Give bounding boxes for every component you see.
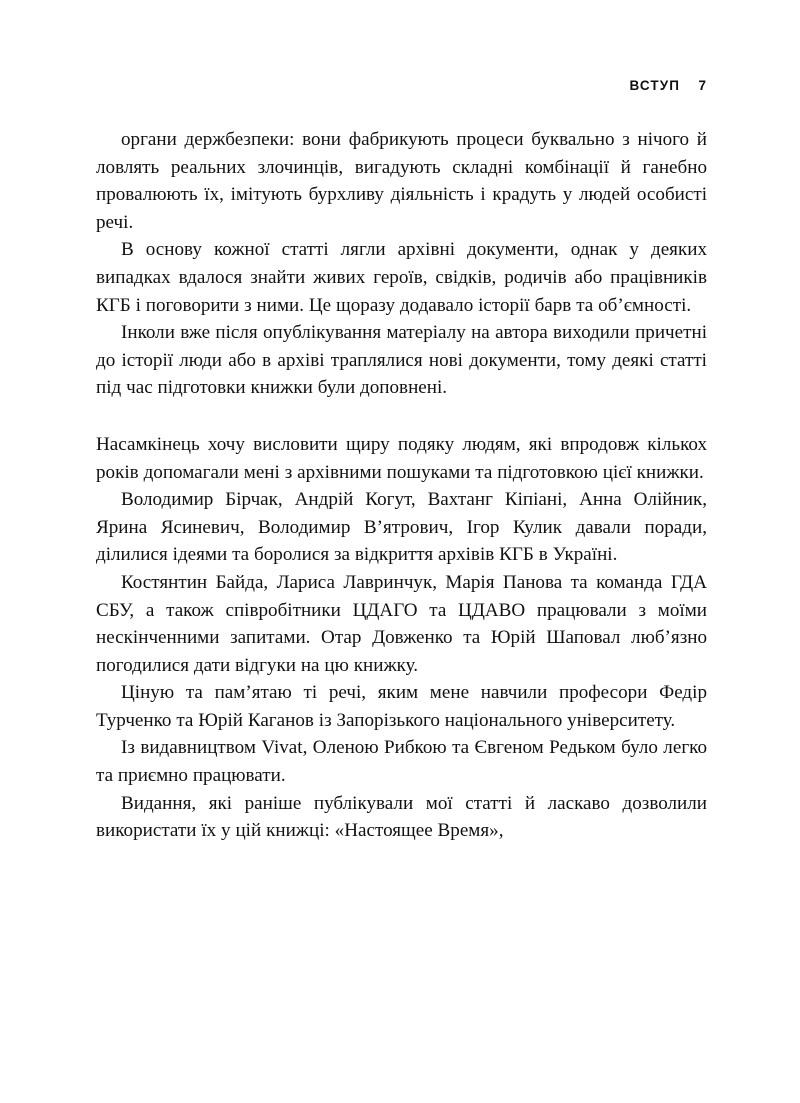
running-head <box>96 78 706 100</box>
paragraph-after-publication: Інколи вже після опублікування матеріалу на автора виходили причетні до історії люди або в архіві траплялися нові документи, тому деякі статті під час підготовки книжки були доповнені. <box>96 322 707 399</box>
paragraph-archival-documents: В основу кожної статті лягли архівні документи, однак у деяких випадках вдалося знайти живих героїв, свідків, родичів або працівників КГБ і поговорити з ними. Це щоразу додавало історії барв та об’ємності. <box>96 239 707 316</box>
paragraph-security-organs: органи держбезпеки: вони фабрикують процеси буквально з нічого й ловлять реальних злочинців, вигадують складні комбінації й ганебно провалюють їх, імітують бурхливу діяльність і крадуть у людей особисті речі. <box>96 129 707 233</box>
body-text-block <box>96 126 707 845</box>
paragraph-thanks-archivists: Костянтин Байда, Лариса Лавринчук, Марія Панова та команда ГДА СБУ, а також співробітники ЦДАГО та ЦДАВО працювали з моїми нескінченними запитами. Отар Довженко та Юрій Шаповал люб’язно погодилися дати відгуки на цю книжку. <box>96 571 707 676</box>
running-head-section-name: ВСТУП <box>629 78 680 93</box>
paragraph-thanks-professors: Ціную та пам’ятаю ті речі, яким мене навчили професори Федір Турченко та Юрій Каганов із Запорізького національного університету. <box>96 682 707 731</box>
paragraph-thanks-advisors: Володимир Бірчак, Андрій Когут, Вахтанг Кіпіані, Анна Олійник, Ярина Ясиневич, Володимир В’ятрович, Ігор Кулик давали поради, ділилися ідеями та боролися за відкриття архівів КГБ в Україні. <box>96 489 707 566</box>
paragraph-thanks-publisher: Із видавництвом Vivat, Оленою Рибкою та Євгеном Редьком було легко та приємно працювати. <box>96 737 707 787</box>
page-number: 7 <box>698 78 706 93</box>
paragraph-acknowledgements-intro: Насамкінець хочу висловити щиру подяку людям, які впродовж кількох років допомагали мені з архівними пошуками та підготовкою цієї книжки. <box>96 433 707 483</box>
paragraph-thanks-media: Видання, які раніше публікували мої статті й ласкаво дозволили використати їх у цій книжці: «Настоящее Время», <box>96 792 707 842</box>
